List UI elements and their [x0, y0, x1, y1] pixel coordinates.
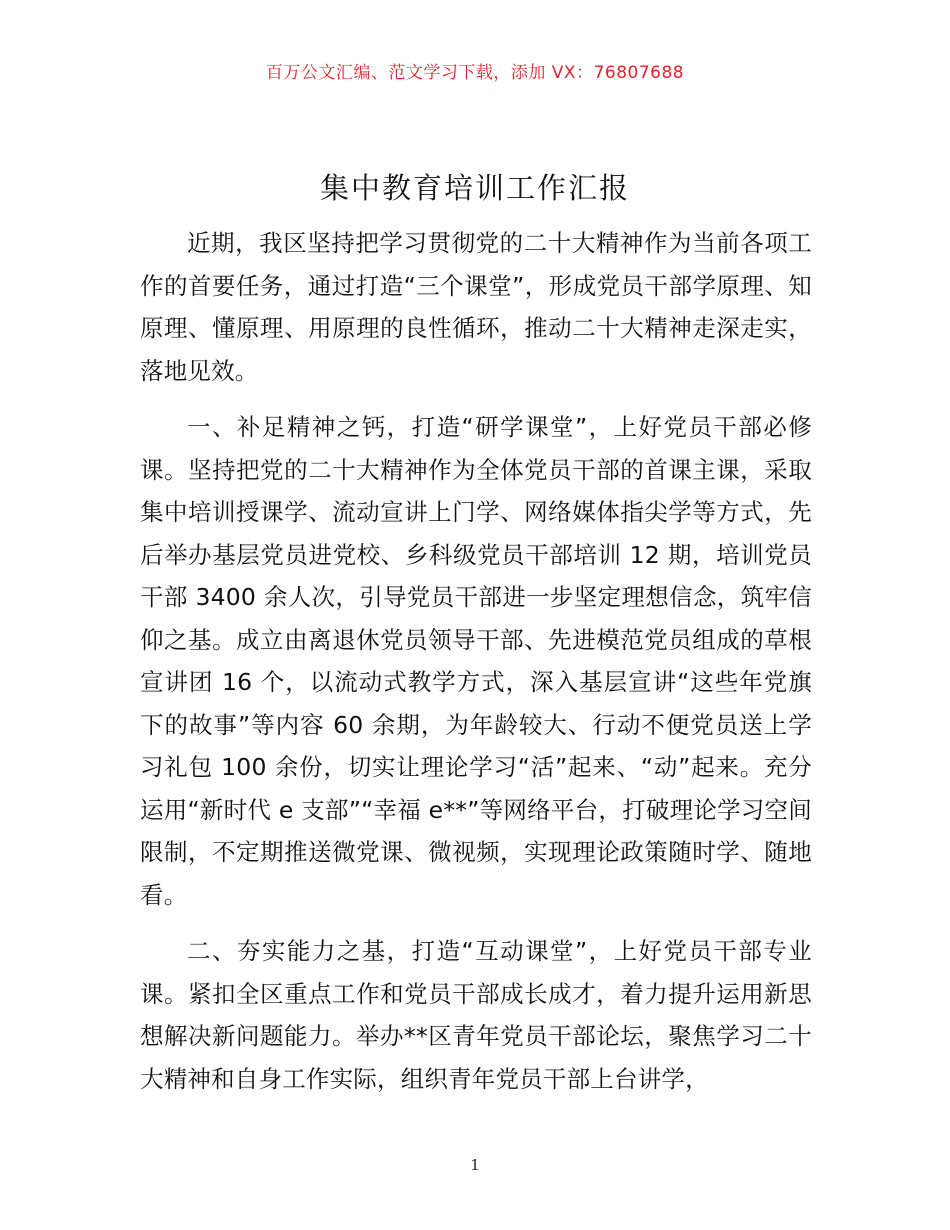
paragraph-intro: 近期，我区坚持把学习贯彻党的二十大精神作为当前各项工作的首要任务，通过打造“三个课堂”，形成党员干部学原理、知原理、懂原理、用原理的良性循环，推动二十大精神走深走实，落地见效。: [140, 229, 812, 385]
document-title: 集中教育培训工作汇报: [319, 171, 630, 205]
header-watermark-note: 百万公文汇编、范文学习下载，添加 VX：76807688: [265, 63, 685, 83]
paragraph-section-one: 一、补足精神之钙，打造“研学课堂”，上好党员干部必修课。坚持把党的二十大精神作为全体党员干部的首课主课，采取集中培训授课学、流动宣讲上门学、网络媒体指尖学等方式，先后举办基层党员进党校、乡科级党员干部培训 12 期，培训党员干部 3400 余人次，引导党员干部进一步坚定理想信念，筑牢信仰之基。成立由离退休党员领导干部、先进模范党员组成的草根宣讲团 16 个，以流动式教学方式，深入基层宣讲“这些年党旗下的故事”等内容 60 余期，为年龄较大、行动不便党员送上学习礼包 100 余份，切实让理论学习“活”起来、“动”起来。充分运用“新时代 e 支部”“幸福 e**”等网络平台，打破理论学习空间限制，不定期推送微党课、微视频，实现理论政策随时学、随地看。: [140, 413, 812, 909]
paragraph-section-two: 二、夯实能力之基，打造“互动课堂”，上好党员干部专业课。紧扣全区重点工作和党员干部成长成才，着力提升运用新思想解决新问题能力。举办**区青年党员干部论坛，聚焦学习二十大精神和自身工作实际，组织青年党员干部上台讲学，: [140, 937, 812, 1093]
document-body: [140, 222, 812, 1114]
page-number: 1: [470, 1156, 480, 1174]
